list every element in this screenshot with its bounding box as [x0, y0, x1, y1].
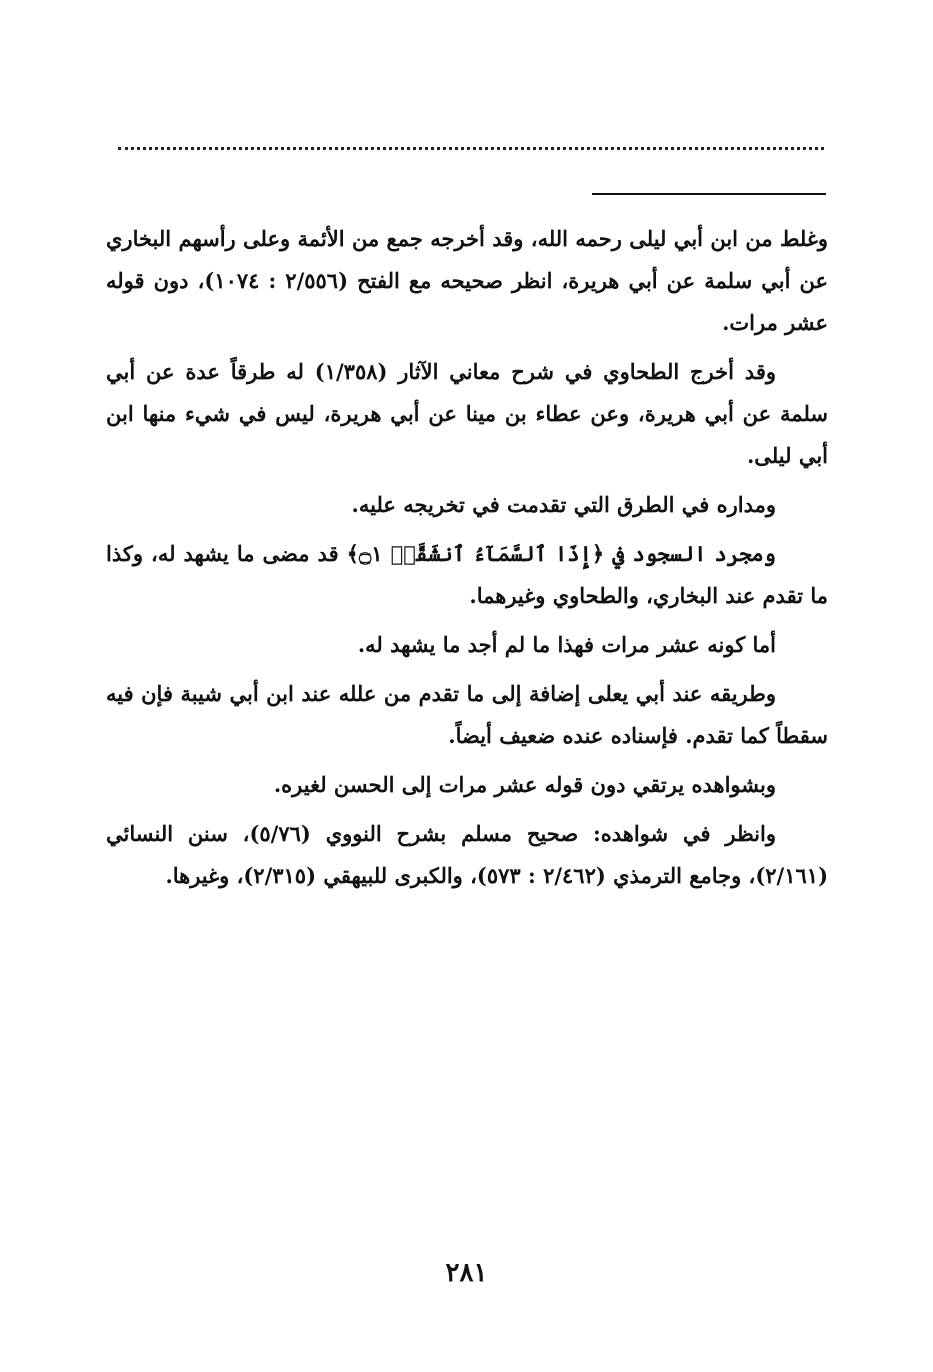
- paragraph-3: ومداره في الطرق التي تقدمت في تخريجه عليه.: [351, 492, 776, 517]
- paragraph-2: وقد أخرج الطحاوي في شرح معاني الآثار (١/٣٥٨) له طرقاً عدة عن أبي سلمة عن أبي هريرة، وعن عطاء بن مينا عن أبي هريرة، ليس في شيء منها ابن أبي ليلى.: [106, 359, 828, 468]
- footnote-rule: [592, 193, 826, 195]
- paragraph-6: وطريقه عند أبي يعلى إضافة إلى ما تقدم من علله عند ابن أبي شيبة فإن فيه سقطاً كما تقدم. فإسناده عنده ضعيف أيضاً.: [106, 681, 828, 748]
- paragraph-1: وغلط من ابن أبي ليلى رحمه الله، وقد أخرجه جمع من الأئمة وعلى رأسهم البخاري عن أبي سلمة عن أبي هريرة، انظر صحيحه مع الفتح (٢/٥٥٦ : ١٠٧٤)، دون قوله عشر مرات.: [106, 226, 829, 335]
- paragraph-8: وانظر في شواهده: صحيح مسلم بشرح النووي (٥/٧٦)، سنن النسائي (٢/١٦١)، وجامع الترمذي (٢/٤٦٢ : ٥٧٣)، والكبرى للبيهقي (٢/٣١٥)، وغيرها.: [106, 821, 828, 888]
- page-number: ٢٨١: [445, 1258, 488, 1288]
- dotted-separator: [118, 147, 824, 150]
- paragraph-4: ومجرد السجود في ﴿إِذَا ٱلسَّمَآءُ ٱنشَقَّتۡ ۝١﴾ قد مضى ما يشهد له، وكذا ما تقدم عند البخاري، والطحاوي وغيرهما.: [106, 541, 828, 608]
- main-text: [106, 218, 828, 904]
- paragraph-7: وبشواهده يرتقي دون قوله عشر مرات إلى الحسن لغيره.: [273, 772, 776, 797]
- paragraph-5: أما كونه عشر مرات فهذا ما لم أجد ما يشهد له.: [357, 632, 776, 657]
